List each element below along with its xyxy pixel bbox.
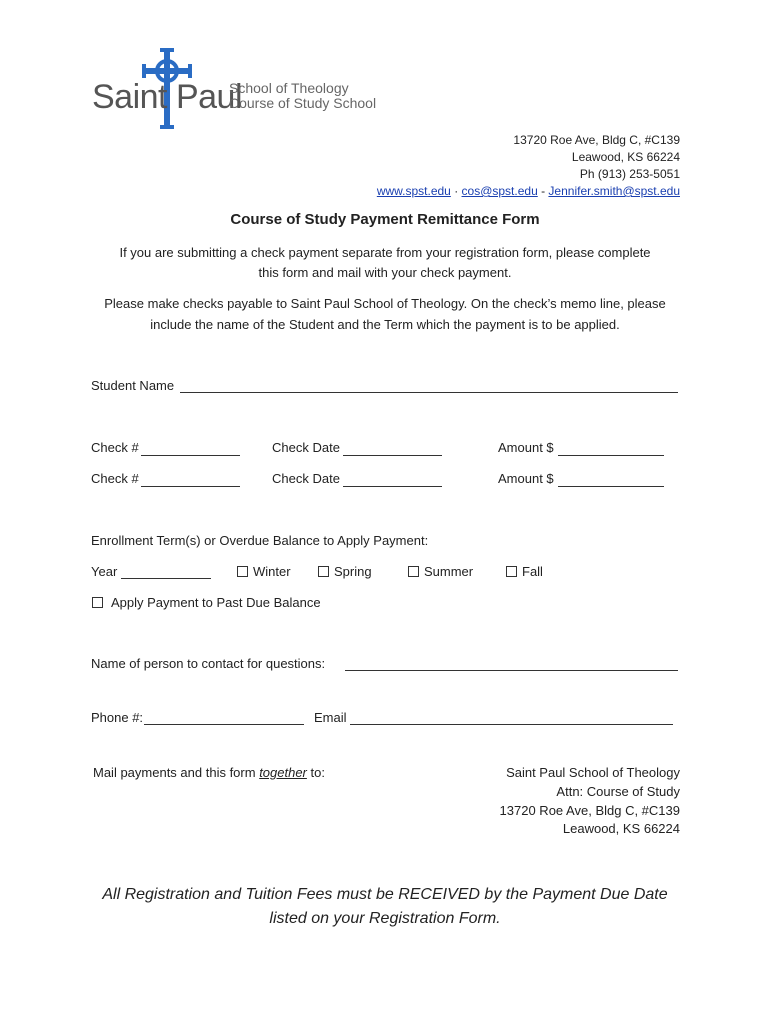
- amount-label: Amount $: [498, 440, 554, 455]
- spring-label: Spring: [334, 564, 372, 579]
- year-label: Year: [91, 564, 118, 579]
- mail-address-line-2: Attn: Course of Study: [556, 784, 680, 799]
- amount-field-2[interactable]: [558, 486, 664, 487]
- check-number-label: Check #: [91, 471, 139, 486]
- logo-subtitle-2: Course of Study School: [229, 95, 377, 111]
- page-title: Course of Study Payment Remittance Form: [230, 211, 540, 228]
- intro-p1-line2: this form and mail with your check payment.: [258, 265, 512, 280]
- mail-instruction-text: to:: [306, 765, 325, 780]
- check-date-label: Check Date: [272, 471, 340, 486]
- link-separator: -: [537, 184, 549, 198]
- logo-wordmark: Saint Paul: [92, 78, 242, 116]
- check-date-field-1[interactable]: [343, 455, 442, 456]
- check-date-label: Check Date: [272, 440, 340, 455]
- mail-address-line-1: Saint Paul School of Theology: [506, 765, 680, 780]
- phone-label: Phone #:: [91, 710, 144, 725]
- winter-checkbox[interactable]: [237, 566, 248, 577]
- address-phone: Ph (913) 253-5051: [579, 167, 680, 181]
- past-due-checkbox[interactable]: [92, 597, 103, 608]
- year-field[interactable]: [121, 578, 211, 579]
- address-line-2: Leawood, KS 66224: [571, 150, 680, 164]
- amount-field-1[interactable]: [558, 455, 664, 456]
- intro-p1-line1: If you are submitting a check payment separate from your registration form, please complete: [119, 245, 651, 260]
- intro-p2-line1: Please make checks payable to Saint Paul School of Theology. On the check’s memo line, please: [104, 296, 666, 311]
- footer-notice-line-2: listed on your Registration Form.: [269, 910, 501, 927]
- school-logo: [92, 48, 377, 128]
- enrollment-label: Enrollment Term(s) or Overdue Balance to Apply Payment:: [91, 533, 429, 548]
- contact-email-link[interactable]: Jennifer.smith@spst.edu: [548, 184, 680, 198]
- past-due-label: Apply Payment to Past Due Balance: [111, 595, 321, 610]
- footer-notice-line-1: All Registration and Tuition Fees must be RECEIVED by the Payment Due Date: [102, 886, 668, 903]
- summer-checkbox[interactable]: [408, 566, 419, 577]
- winter-label: Winter: [253, 564, 291, 579]
- check-number-field-2[interactable]: [141, 486, 240, 487]
- cos-email-link[interactable]: cos@spst.edu: [461, 184, 538, 198]
- logo-subtitle-1: School of Theology: [229, 80, 349, 96]
- student-name-field[interactable]: [180, 392, 678, 393]
- email-label: Email: [314, 710, 347, 725]
- summer-label: Summer: [424, 564, 474, 579]
- mail-instruction-text: Mail payments and this form: [93, 765, 260, 780]
- spring-checkbox[interactable]: [318, 566, 329, 577]
- fall-checkbox[interactable]: [506, 566, 517, 577]
- mail-address-line-3: 13720 Roe Ave, Bldg C, #C139: [499, 803, 680, 818]
- amount-label: Amount $: [498, 471, 554, 486]
- intro-p2-line2: include the name of the Student and the Term which the payment is to be applied.: [150, 317, 620, 332]
- mail-address-line-4: Leawood, KS 66224: [562, 821, 680, 836]
- phone-field[interactable]: [144, 724, 304, 725]
- check-date-field-2[interactable]: [343, 486, 442, 487]
- website-link[interactable]: www.spst.edu: [376, 184, 451, 198]
- contact-name-field[interactable]: [345, 670, 678, 671]
- link-separator: ·: [450, 184, 462, 198]
- student-name-label: Student Name: [91, 378, 175, 393]
- mail-instruction: [93, 765, 325, 781]
- contact-name-label: Name of person to contact for questions:: [91, 656, 326, 671]
- mail-instruction-emphasis: together: [259, 765, 307, 780]
- check-number-label: Check #: [91, 440, 139, 455]
- fall-label: Fall: [522, 564, 543, 579]
- email-field[interactable]: [350, 724, 673, 725]
- address-links: [377, 184, 680, 199]
- check-number-field-1[interactable]: [141, 455, 240, 456]
- address-line-1: 13720 Roe Ave, Bldg C, #C139: [513, 133, 680, 147]
